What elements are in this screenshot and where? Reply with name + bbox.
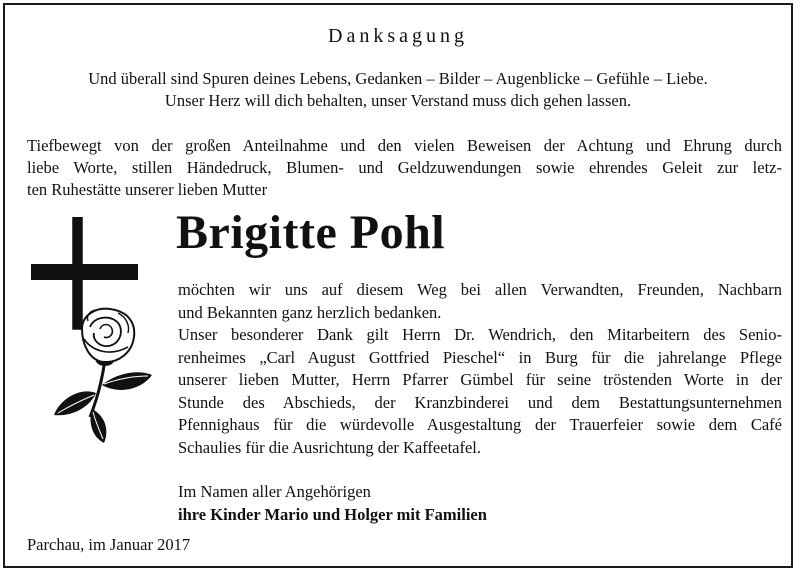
thanks-line: Stunde des Abschieds, der Kranzbinderei und dem Bestattungsunternehmen	[178, 392, 782, 412]
intro-paragraph	[27, 135, 782, 201]
thanks-line: Pfennighaus für die würdevolle Ausgestaltung der Trauerfeier sowie dem Café	[178, 415, 782, 434]
thanks-line: Schaulies für die Ausrichtung der Kaffeetafel.	[178, 437, 482, 457]
rose-icon	[54, 309, 152, 443]
intro-line: ten Ruhestätte unserer lieben Mutter	[27, 180, 268, 199]
signature-intro: Im Namen aller Angehörigen	[178, 482, 371, 501]
intro-line: Tiefbewegt von der großen Anteilnahme und den vielen Beweisen der Achtung und Ehrung durch	[27, 136, 782, 155]
verse-line: Unser Herz will dich behalten, unser Verstand muss dich gehen lassen.	[164, 91, 632, 110]
memorial-verse	[5, 68, 791, 112]
thanks-line: möchten wir uns auf diesem Weg bei allen Verwandten, Freunden, Nachbarn	[178, 280, 782, 299]
cross-and-rose-illustration	[30, 217, 160, 447]
thanks-line: Unser besonderer Dank gilt Herrn Dr. Wendrich, den Mitarbeitern des Senio-	[178, 325, 782, 344]
verse-line: Und überall sind Spuren deines Lebens, Gedanken – Bilder – Augenblicke – Gefühle – Liebe.	[88, 69, 708, 88]
thanks-line: und Bekannten ganz herzlich bedanken.	[178, 302, 442, 322]
signature-names: ihre Kinder Mario und Holger mit Familien	[178, 504, 487, 524]
thanks-line: renheimes „Carl August Gottfried Pieschel“ in Burg für die jahrelange Pflege	[178, 347, 782, 367]
notice-heading: Danksagung	[328, 25, 468, 47]
thanks-paragraph	[178, 279, 782, 526]
place-and-date: Parchau, im Januar 2017	[27, 535, 191, 554]
thanks-line: unserer lieben Mutter, Herrn Pfarrer Gümbel für seine tröstenden Worte in der	[178, 370, 782, 389]
deceased-name: Brigitte Pohl	[176, 206, 446, 259]
intro-line: liebe Worte, stillen Händedruck, Blumen- und Geldzuwendungen sowie ehrendes Geleit zur letz-	[27, 158, 782, 177]
obituary-notice	[3, 3, 793, 568]
